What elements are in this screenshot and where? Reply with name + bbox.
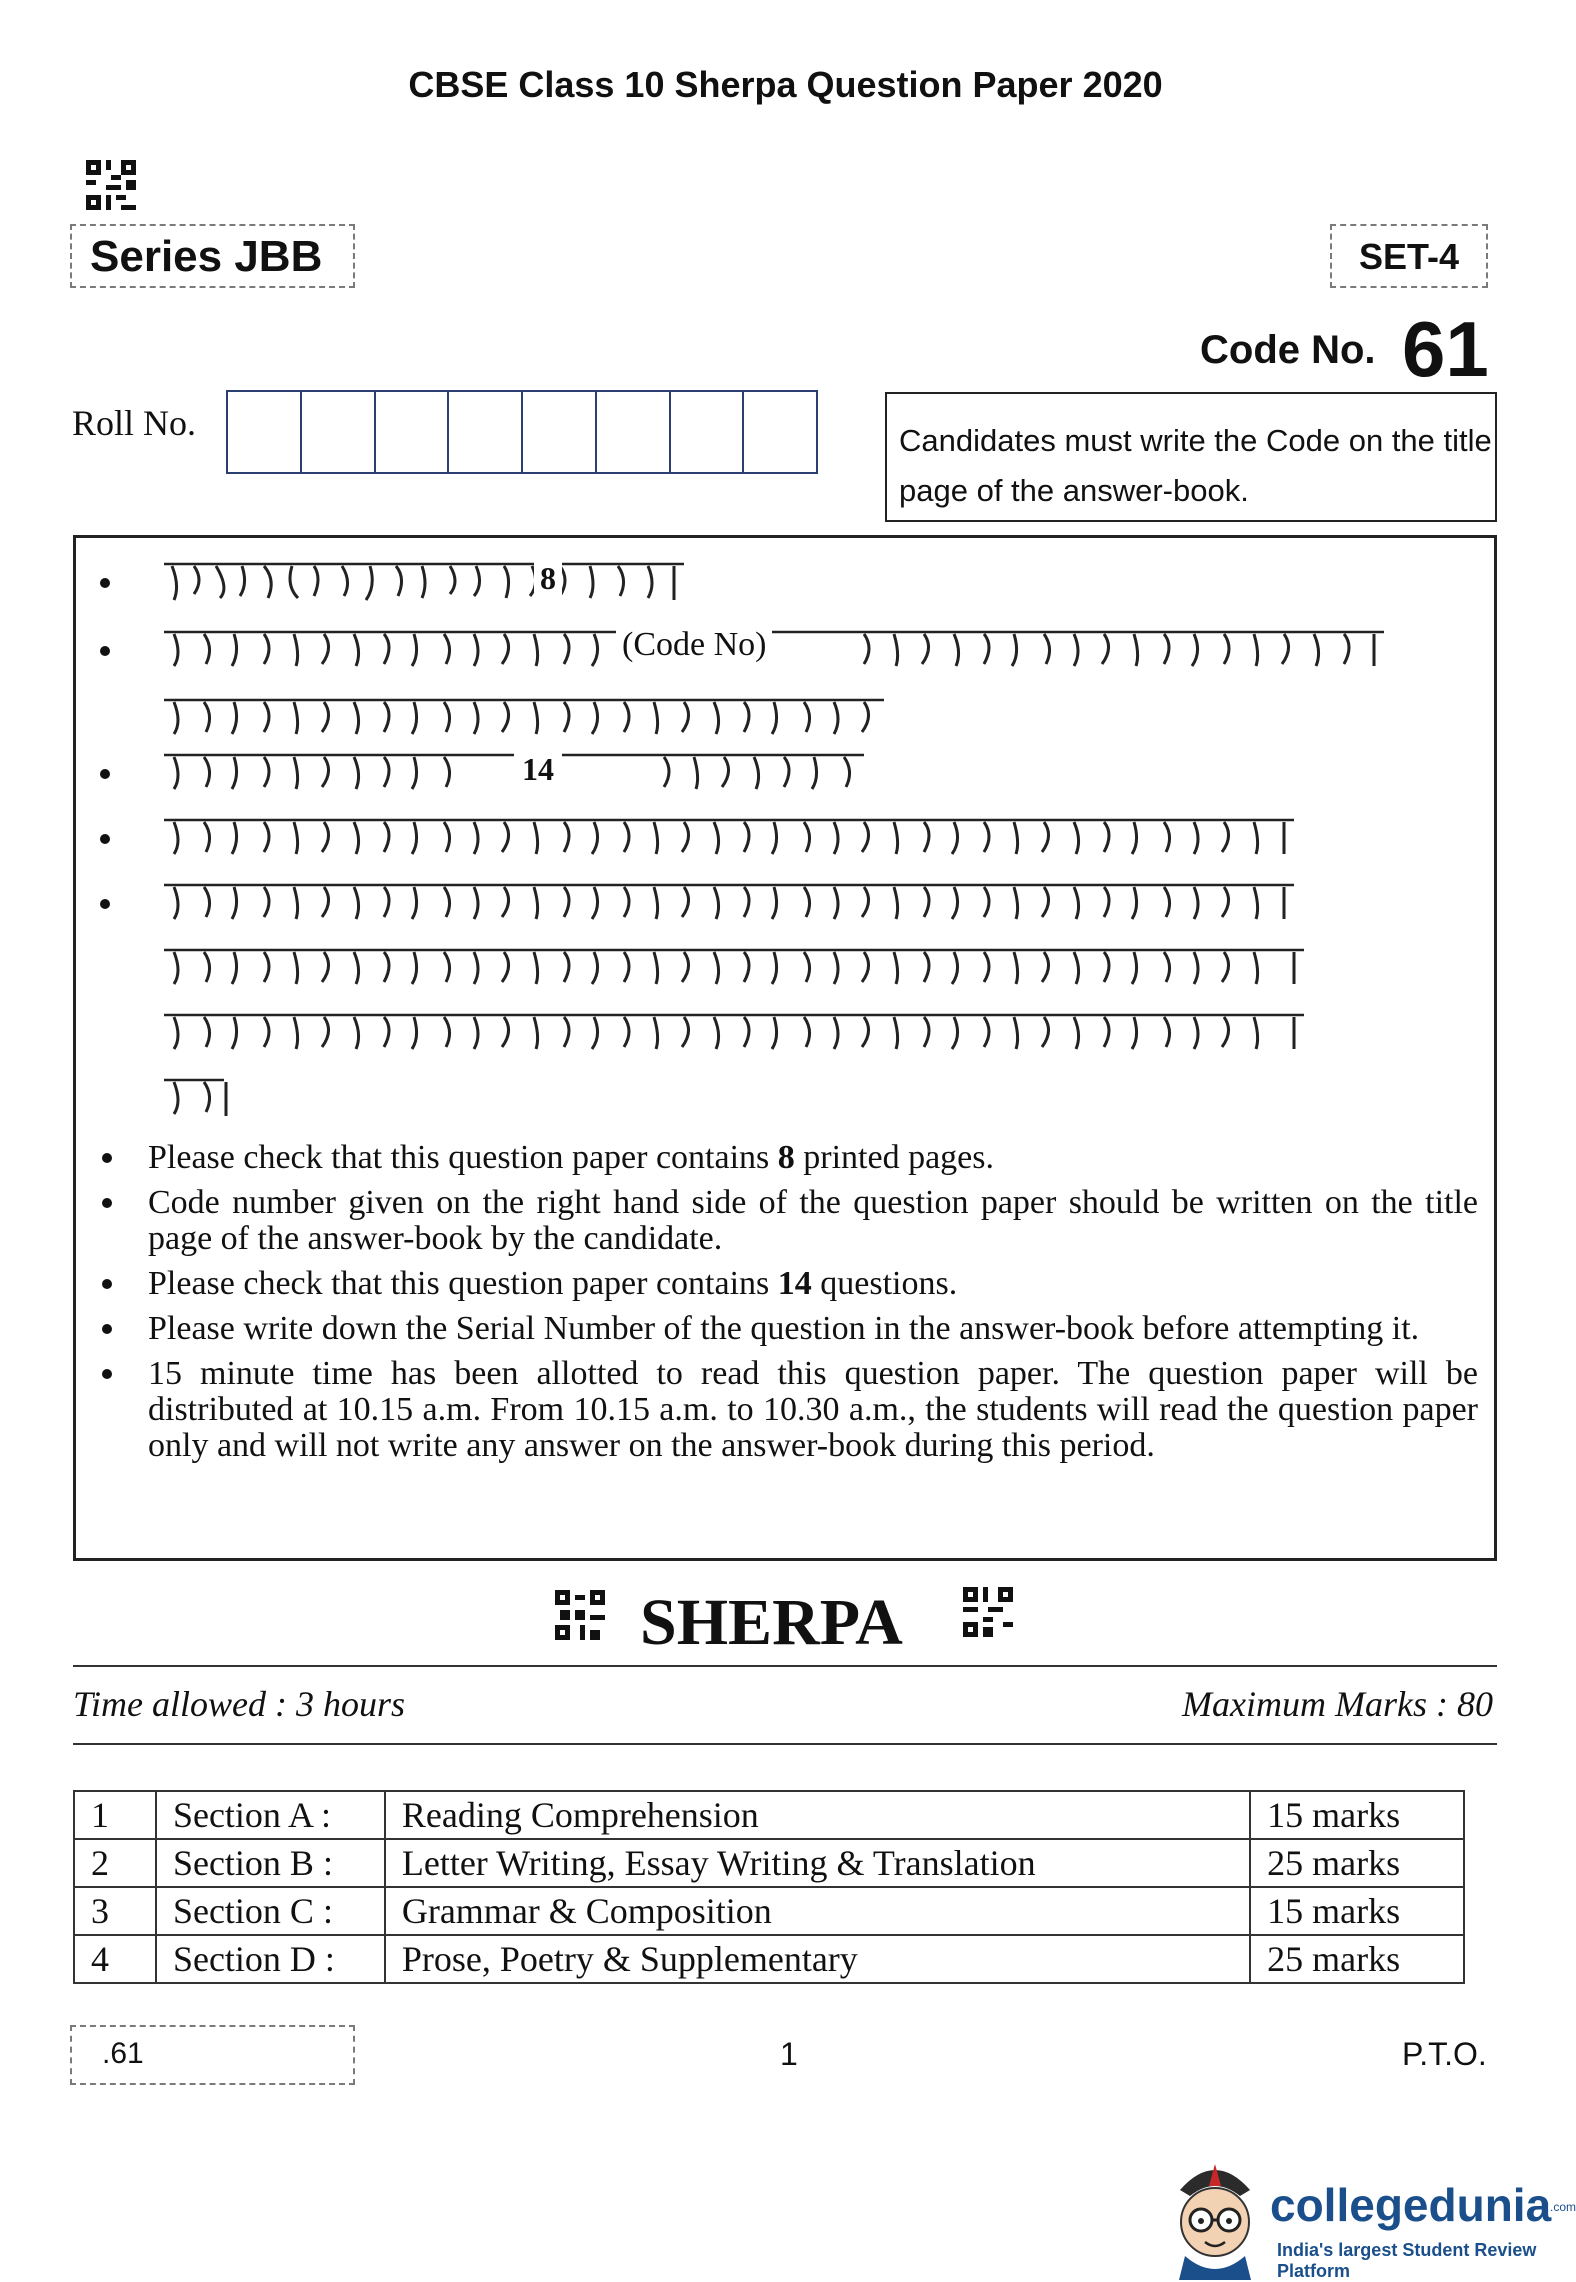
tibetan-instruction-line: [164, 938, 1304, 992]
time-marks-bar: [73, 1665, 1497, 1745]
code-number: 61: [1402, 305, 1489, 393]
qr-code-icon: [86, 160, 136, 210]
instruction-text: Please check that this question paper contains: [148, 1265, 778, 1302]
section-name: Section B :: [156, 1839, 385, 1887]
tibetan-script-graphic: [164, 1003, 1304, 1057]
table-row: [74, 1839, 1464, 1887]
instruction-item: [88, 1185, 1478, 1257]
maximum-marks: Maximum Marks : 80: [1182, 1684, 1493, 1724]
bullet: [102, 1324, 112, 1334]
bullet: [102, 1369, 112, 1379]
bullet: [100, 899, 110, 909]
roll-number-cell[interactable]: [449, 392, 523, 472]
series-label: Series JBB: [70, 224, 355, 288]
section-number: 1: [74, 1791, 156, 1839]
tibetan-instruction-line: [164, 552, 684, 606]
section-number: 2: [74, 1839, 156, 1887]
table-row: [74, 1935, 1464, 1983]
instruction-text: Code number given on the right hand side of the question paper should be written on the title page of the answer-book by the candidate.: [148, 1184, 1478, 1257]
roll-number-cell[interactable]: [671, 392, 745, 472]
section-name: Section C :: [156, 1887, 385, 1935]
tibetan-script-graphic: [164, 808, 1294, 862]
tibetan-code-reference: (Code No): [616, 626, 772, 664]
roll-number-cell[interactable]: [302, 392, 376, 472]
subject-title: SHERPA: [640, 1586, 903, 1659]
code-instruction-note: Candidates must write the Code on the title page of the answer-book.: [885, 392, 1497, 522]
instructions-box: [73, 535, 1497, 1561]
tibetan-instruction-line: [164, 808, 1294, 862]
section-topic: Grammar & Composition: [385, 1887, 1250, 1935]
roll-number-cell[interactable]: [228, 392, 302, 472]
time-allowed: Time allowed : 3 hours: [73, 1684, 406, 1724]
instruction-text: questions.: [811, 1265, 958, 1302]
section-number: 3: [74, 1887, 156, 1935]
tibetan-script-graphic: [164, 1068, 244, 1122]
roll-number-cell[interactable]: [597, 392, 671, 472]
roll-number-cell[interactable]: [376, 392, 450, 472]
bullet: [102, 1153, 112, 1163]
instruction-text: Please write down the Serial Number of the question in the answer-book before attempting it.: [148, 1310, 1420, 1347]
table-row: [74, 1791, 1464, 1839]
bullet: [100, 834, 110, 844]
tibetan-page-count: 8: [534, 560, 562, 597]
section-topic: Prose, Poetry & Supplementary: [385, 1935, 1250, 1983]
bullet: [100, 578, 110, 588]
section-marks: 25 marks: [1250, 1935, 1464, 1983]
table-row: [74, 1887, 1464, 1935]
tibetan-script-graphic: [164, 938, 1304, 992]
logo-domain-suffix: .com: [1550, 2200, 1576, 2214]
document-title: CBSE Class 10 Sherpa Question Paper 2020: [408, 64, 1163, 105]
tibetan-question-count: 14: [514, 751, 562, 788]
bullet: [100, 646, 110, 656]
collegedunia-logo[interactable]: [1165, 2150, 1576, 2281]
instruction-emphasis: 8: [777, 1139, 795, 1176]
tibetan-script-graphic: [164, 552, 684, 606]
page-number: 1: [780, 2036, 798, 2072]
bullet: [102, 1198, 112, 1208]
section-marks: 15 marks: [1250, 1887, 1464, 1935]
tibetan-script-graphic: [164, 620, 1384, 674]
roll-number-boxes[interactable]: [226, 390, 818, 474]
section-topic: Letter Writing, Essay Writing & Translation: [385, 1839, 1250, 1887]
tibetan-instruction-line: [164, 620, 1384, 674]
section-name: Section D :: [156, 1935, 385, 1983]
section-number: 4: [74, 1935, 156, 1983]
section-marks: 15 marks: [1250, 1791, 1464, 1839]
instruction-item: [88, 1266, 1478, 1302]
tibetan-instruction-line: [164, 1068, 244, 1122]
roll-number-label: Roll No.: [72, 403, 197, 443]
instruction-item: [88, 1140, 1478, 1176]
tibetan-script-graphic: [164, 873, 1294, 927]
roll-number-cell[interactable]: [523, 392, 597, 472]
qr-code-icon: [555, 1590, 605, 1640]
section-marks: 25 marks: [1250, 1839, 1464, 1887]
instruction-emphasis: 14: [777, 1265, 812, 1302]
instruction-text: printed pages.: [794, 1139, 994, 1176]
roll-number-cell[interactable]: [744, 392, 816, 472]
tibetan-instruction-line: [164, 873, 1294, 927]
bullet: [102, 1279, 112, 1289]
mascot-icon: [1165, 2150, 1265, 2280]
code-label: Code No.: [1200, 328, 1376, 372]
tibetan-script-graphic: [164, 688, 884, 742]
tibetan-instruction-line: [164, 743, 864, 797]
instruction-text: 15 minute time has been allotted to read this question paper. The question paper will be distributed at 10.15 a.m. From 10.15 a.m. to 10.30 a.m., the students will read the question paper only and will not write any answer on the answer-book during this period.: [148, 1355, 1478, 1464]
tibetan-instruction-line: [164, 1003, 1304, 1057]
sections-table: [73, 1790, 1465, 1984]
logo-tagline: India's largest Student Review Platform: [1277, 2240, 1537, 2281]
pto-label: P.T.O.: [1402, 2036, 1487, 2072]
logo-wordmark: collegedunia: [1270, 2179, 1552, 2231]
instruction-item: [88, 1311, 1478, 1347]
qr-code-icon: [963, 1587, 1013, 1637]
set-label: SET-4: [1330, 224, 1488, 288]
bullet: [100, 769, 110, 779]
instruction-item: [88, 1356, 1478, 1464]
section-topic: Reading Comprehension: [385, 1791, 1250, 1839]
tibetan-instruction-line: [164, 688, 884, 742]
footer-code: .61: [70, 2025, 355, 2085]
section-name: Section A :: [156, 1791, 385, 1839]
instruction-text: Please check that this question paper contains: [148, 1139, 778, 1176]
